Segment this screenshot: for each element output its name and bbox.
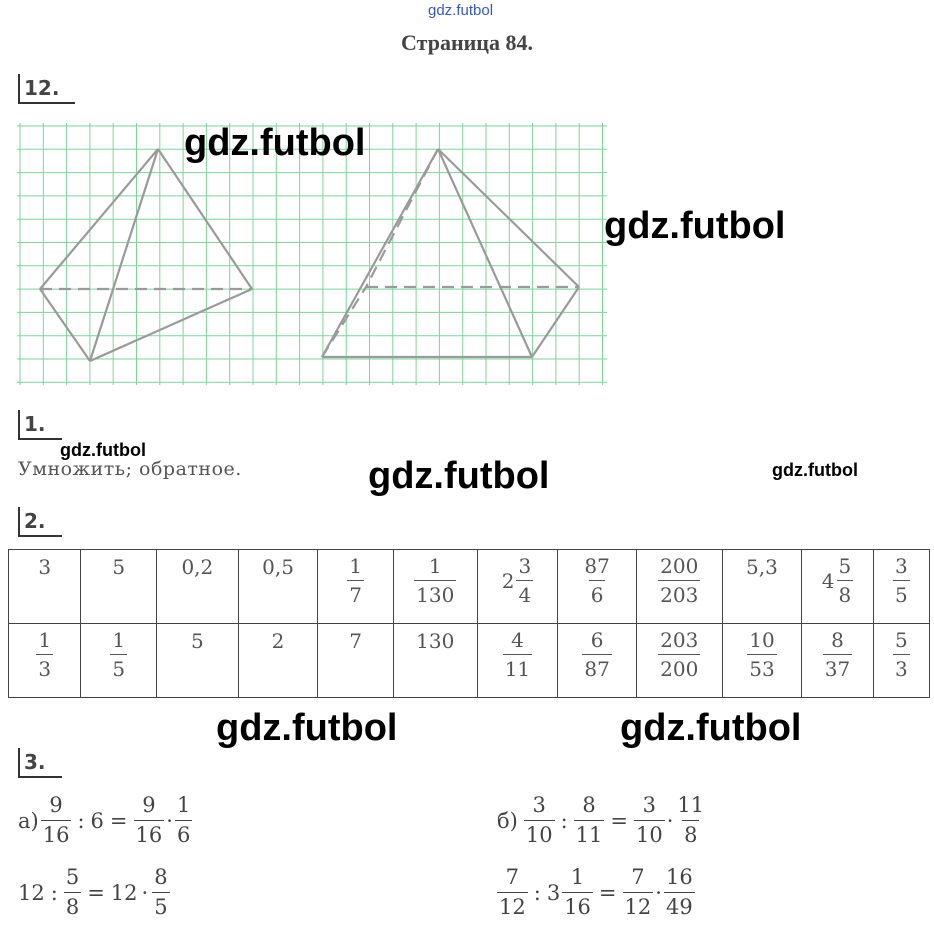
equals-sign: = <box>610 808 628 833</box>
table-cell: $\frac{1}{5}$ <box>81 624 157 698</box>
fraction: $\frac{7}{12}$ <box>624 865 652 920</box>
task-3b-expression-1 <box>497 794 706 847</box>
table-cell: 5,3 <box>722 550 802 624</box>
table-cell: $\frac{203}{200}$ <box>636 624 722 698</box>
task-2-number: 2. <box>18 507 52 537</box>
page-title: Страница 84. <box>401 30 533 55</box>
table-cell: 7 <box>318 624 394 698</box>
operator: : <box>560 808 568 833</box>
table-cell: $\frac{1}{3}$ <box>9 624 81 698</box>
task-3a-expression-1 <box>18 794 192 847</box>
operator: · <box>141 880 149 905</box>
equals-sign: = <box>598 880 617 905</box>
pyramid-left <box>40 149 252 361</box>
table-cell: 2 $\frac{3}{4}$ <box>477 550 558 624</box>
table-cell: 130 <box>393 624 477 698</box>
equals-sign: = <box>87 880 105 905</box>
number: 12 <box>110 880 138 905</box>
task-1-number: 1. <box>18 410 52 440</box>
reciprocal-table <box>8 549 930 698</box>
operator: · <box>166 808 173 833</box>
table-cell: 4 $\frac{5}{8}$ <box>802 550 873 624</box>
fraction: $\frac{5}{8}$ <box>65 865 80 920</box>
task-3a-label: а) <box>18 808 39 833</box>
fraction: $\frac{8}{5}$ <box>154 865 168 920</box>
table-cell: $\frac{3}{5}$ <box>873 550 929 624</box>
operator: · <box>655 880 662 905</box>
watermark: gdz.futbol <box>368 455 550 497</box>
task-3b-label: б) <box>497 808 518 833</box>
task-1-answer: Умножить; обратное. <box>18 458 242 480</box>
fraction: $\frac{3}{10}$ <box>636 793 663 848</box>
watermark: gdz.futbol <box>60 440 146 460</box>
watermark: gdz.futbol <box>184 122 366 164</box>
table-cell: $\frac{5}{3}$ <box>873 624 929 698</box>
table-cell: 0,2 <box>157 550 239 624</box>
number: 12 <box>18 880 45 905</box>
table-cell: $\frac{200}{203}$ <box>636 550 722 624</box>
task-3-number: 3. <box>18 748 52 778</box>
table-row-numbers <box>9 550 930 624</box>
watermark: gdz.futbol <box>604 205 786 247</box>
operator: · <box>666 808 674 833</box>
table-cell: 3 <box>9 550 81 624</box>
table-cell: $\frac{6}{87}$ <box>558 624 637 698</box>
watermark: gdz.futbol <box>620 707 802 749</box>
task-3a-expression-2 <box>18 866 170 919</box>
fraction: $\frac{1}{6}$ <box>176 793 191 848</box>
watermark: gdz.futbol <box>216 707 398 749</box>
table-cell: $\frac{1}{7}$ <box>318 550 394 624</box>
table-cell: $\frac{8}{37}$ <box>802 624 873 698</box>
table-cell: 0,5 <box>238 550 318 624</box>
table-cell: 5 <box>157 624 239 698</box>
table-cell: $\frac{1}{130}$ <box>393 550 477 624</box>
watermark-top-link[interactable]: gdz.futbol <box>428 2 494 19</box>
fraction: $\frac{9}{16}$ <box>135 793 163 848</box>
fraction: $\frac{16}{49}$ <box>665 865 693 920</box>
table-cell: 5 <box>81 550 157 624</box>
operator: : <box>77 808 85 833</box>
watermark: gdz.futbol <box>772 460 858 480</box>
equals-sign: = <box>109 808 128 833</box>
fraction: $\frac{11}{8}$ <box>677 793 705 848</box>
fraction: $\frac{8}{11}$ <box>575 793 603 848</box>
fraction: $\frac{7}{12}$ <box>499 865 526 920</box>
operator: : <box>533 880 541 905</box>
table-cell: $\frac{4}{11}$ <box>477 624 558 698</box>
mixed-number: 3 $\frac{1}{16}$ <box>546 865 591 920</box>
table-row-reciprocals <box>9 624 930 698</box>
operator: : <box>50 880 58 905</box>
fraction: $\frac{3}{10}$ <box>525 793 553 848</box>
fraction: $\frac{9}{16}$ <box>42 793 70 848</box>
table-cell: 2 <box>238 624 318 698</box>
table-cell: $\frac{87}{6}$ <box>558 550 637 624</box>
table-cell: $\frac{10}{53}$ <box>722 624 802 698</box>
task-3b-expression-2 <box>497 866 695 919</box>
pyramid-right <box>322 149 579 357</box>
number: 6 <box>90 808 104 833</box>
task-12-number: 12. <box>18 74 65 104</box>
